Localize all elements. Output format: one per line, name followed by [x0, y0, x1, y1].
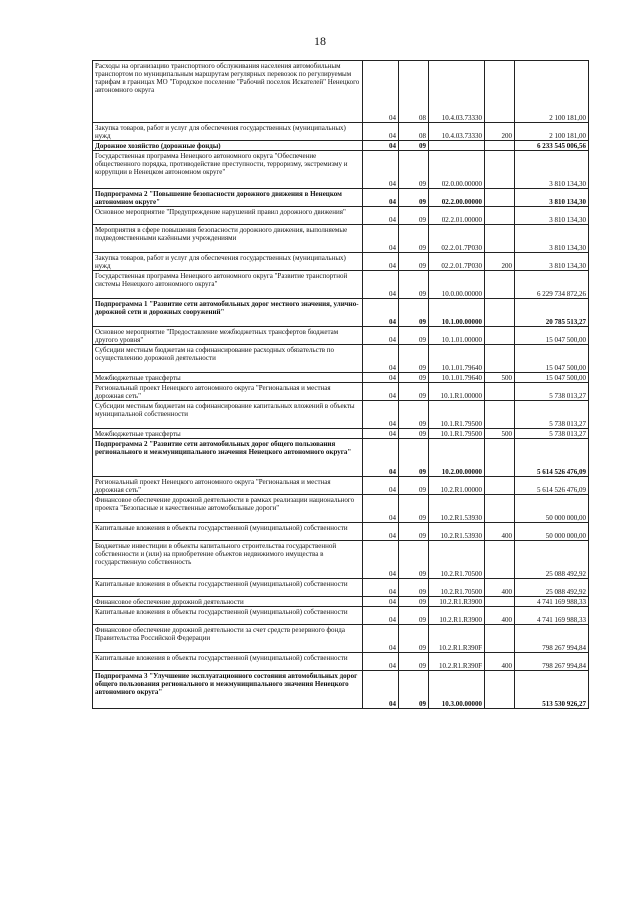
amount-cell: 50 000 000,00 [515, 495, 589, 523]
expense-type-cell [485, 597, 515, 607]
amount-cell: 3 810 134,30 [515, 189, 589, 207]
section-code-cell: 04 [363, 401, 399, 429]
target-article-cell: 10.2.R1.53930 [429, 495, 485, 523]
subsection-code-cell: 09 [399, 207, 429, 225]
target-article-cell: 10.4.03.73330 [429, 123, 485, 141]
item-name-cell: Мероприятия в сфере повышения безопасности дорожного движения, выполняемые подведомственными казёнными учреждениями [93, 225, 363, 253]
section-code-cell: 04 [363, 439, 399, 477]
page-number: 18 [314, 34, 326, 48]
amount-cell: 5 738 013,27 [515, 383, 589, 401]
section-code-cell: 04 [363, 141, 399, 151]
item-name-cell: Финансовое обеспечение дорожной деятельности [93, 597, 363, 607]
target-article-cell: 10.2.R1.R390F [429, 625, 485, 653]
amount-cell: 4 741 169 988,33 [515, 597, 589, 607]
target-article-cell: 10.2.R1.00000 [429, 477, 485, 495]
table-row [93, 151, 589, 189]
item-name-cell: Финансовое обеспечение дорожной деятельности за счет средств резервного фонда Правительства Российской Федерации [93, 625, 363, 653]
item-name-cell: Расходы на организацию транспортного обслуживания населения автомобильным транспортом по муниципальным маршрутам регулярных перевозок по регулируемым тарифам в границах МО "Городское поселение "Рабочий поселок Искателей" Ненецкого автономного округа [93, 61, 363, 123]
section-code-cell: 04 [363, 189, 399, 207]
target-article-cell: 10.1.01.79640 [429, 345, 485, 373]
item-name-cell: Бюджетные инвестиции в объекты капитального строительства государственной собственности и (или) на приобретение объектов недвижимого имущества в государственную собственность [93, 541, 363, 579]
item-name-cell: Капитальные вложения в объекты государственной (муниципальной) собственности [93, 523, 363, 541]
table-row [93, 141, 589, 151]
target-article-cell: 10.3.00.00000 [429, 671, 485, 709]
section-code-cell: 04 [363, 625, 399, 653]
section-code-cell: 04 [363, 327, 399, 345]
expense-type-cell: 200 [485, 123, 515, 141]
expense-type-cell [485, 207, 515, 225]
subsection-code-cell: 09 [399, 383, 429, 401]
amount-cell: 513 530 926,27 [515, 671, 589, 709]
subsection-code-cell: 09 [399, 373, 429, 383]
item-name-cell: Региональный проект Ненецкого автономного округа "Региональная и местная дорожная сеть" [93, 477, 363, 495]
subsection-code-cell: 09 [399, 523, 429, 541]
subsection-code-cell: 09 [399, 625, 429, 653]
expense-type-cell [485, 383, 515, 401]
expense-type-cell: 500 [485, 429, 515, 439]
section-code-cell: 04 [363, 123, 399, 141]
item-name-cell: Капитальные вложения в объекты государственной (муниципальной) собственности [93, 579, 363, 597]
item-name-cell: Субсидии местным бюджетам на софинансирование капитальных вложений в объекты муниципальной собственности [93, 401, 363, 429]
subsection-code-cell: 09 [399, 607, 429, 625]
section-code-cell: 04 [363, 271, 399, 299]
expense-type-cell [485, 299, 515, 327]
expense-type-cell [485, 189, 515, 207]
item-name-cell: Государственная программа Ненецкого автономного округа "Обеспечение общественного порядка, противодействие преступности, терроризму, экстремизму и коррупции в Ненецком автономном округе" [93, 151, 363, 189]
item-name-cell: Подпрограмма 2 "Повышение безопасности дорожного движения в Ненецком автономном округе" [93, 189, 363, 207]
expense-type-cell [485, 495, 515, 523]
subsection-code-cell: 09 [399, 345, 429, 373]
subsection-code-cell: 09 [399, 141, 429, 151]
target-article-cell: 10.2.00.00000 [429, 439, 485, 477]
section-code-cell: 04 [363, 373, 399, 383]
subsection-code-cell: 09 [399, 495, 429, 523]
budget-table [92, 60, 589, 709]
amount-cell: 5 614 526 476,09 [515, 477, 589, 495]
expense-type-cell: 400 [485, 653, 515, 671]
target-article-cell: 02.2.01.7Р030 [429, 253, 485, 271]
subsection-code-cell: 09 [399, 477, 429, 495]
amount-cell: 798 267 994,84 [515, 625, 589, 653]
amount-cell: 2 100 181,00 [515, 123, 589, 141]
item-name-cell: Основное мероприятие "Предоставление межбюджетных трансфертов бюджетам другого уровня" [93, 327, 363, 345]
subsection-code-cell: 09 [399, 439, 429, 477]
amount-cell: 6 233 545 006,56 [515, 141, 589, 151]
amount-cell: 4 741 169 988,33 [515, 607, 589, 625]
section-code-cell: 04 [363, 207, 399, 225]
section-code-cell: 04 [363, 653, 399, 671]
expense-type-cell: 500 [485, 373, 515, 383]
item-name-cell: Подпрограмма 1 "Развитие сети автомобильных дорог местного значения, улично-дорожной сети и дорожных сооружений" [93, 299, 363, 327]
budget-table-body [93, 61, 589, 709]
item-name-cell: Межбюджетные трансферты [93, 429, 363, 439]
item-name-cell: Межбюджетные трансферты [93, 373, 363, 383]
amount-cell: 50 000 000,00 [515, 523, 589, 541]
target-article-cell: 10.2.R1.R3900 [429, 597, 485, 607]
subsection-code-cell: 09 [399, 271, 429, 299]
table-row [93, 123, 589, 141]
table-row [93, 225, 589, 253]
table-row [93, 373, 589, 383]
target-article-cell: 10.1.00.00000 [429, 299, 485, 327]
subsection-code-cell: 09 [399, 401, 429, 429]
item-name-cell: Закупка товаров, работ и услуг для обеспечения государственных (муниципальных) нужд [93, 253, 363, 271]
target-article-cell: 02.2.01.7Р030 [429, 225, 485, 253]
section-code-cell: 04 [363, 299, 399, 327]
table-row [93, 383, 589, 401]
amount-cell: 5 738 013,27 [515, 401, 589, 429]
subsection-code-cell: 09 [399, 597, 429, 607]
table-row [93, 345, 589, 373]
item-name-cell: Закупка товаров, работ и услуг для обеспечения государственных (муниципальных) нужд [93, 123, 363, 141]
table-row [93, 61, 589, 123]
subsection-code-cell: 09 [399, 225, 429, 253]
target-article-cell: 10.2.R1.R390F [429, 653, 485, 671]
amount-cell: 3 810 134,30 [515, 225, 589, 253]
section-code-cell: 04 [363, 495, 399, 523]
section-code-cell: 04 [363, 383, 399, 401]
subsection-code-cell: 09 [399, 327, 429, 345]
section-code-cell: 04 [363, 597, 399, 607]
subsection-code-cell: 09 [399, 253, 429, 271]
amount-cell: 2 100 181,00 [515, 61, 589, 123]
amount-cell: 3 810 134,30 [515, 151, 589, 189]
table-row [93, 597, 589, 607]
target-article-cell: 02.2.01.00000 [429, 207, 485, 225]
amount-cell: 15 047 500,00 [515, 345, 589, 373]
section-code-cell: 04 [363, 151, 399, 189]
section-code-cell: 04 [363, 541, 399, 579]
target-article-cell: 10.1.R1.00000 [429, 383, 485, 401]
item-name-cell: Подпрограмма 3 "Улучшение эксплуатационного состояния автомобильных дорог общего пользования регионального и межмуниципального значения Ненецкого автономного округа" [93, 671, 363, 709]
expense-type-cell: 400 [485, 579, 515, 597]
table-row [93, 253, 589, 271]
target-article-cell [429, 141, 485, 151]
amount-cell: 6 229 734 872,26 [515, 271, 589, 299]
item-name-cell: Государственная программа Ненецкого автономного округа "Развитие транспортной системы Ненецкого автономного округа" [93, 271, 363, 299]
subsection-code-cell: 09 [399, 653, 429, 671]
table-row [93, 271, 589, 299]
subsection-code-cell: 09 [399, 541, 429, 579]
section-code-cell: 04 [363, 607, 399, 625]
expense-type-cell [485, 477, 515, 495]
expense-type-cell [485, 151, 515, 189]
target-article-cell: 02.0.00.00000 [429, 151, 485, 189]
target-article-cell: 10.1.01.00000 [429, 327, 485, 345]
expense-type-cell [485, 225, 515, 253]
table-row [93, 671, 589, 709]
target-article-cell: 10.1.R1.79500 [429, 429, 485, 439]
table-row [93, 477, 589, 495]
expense-type-cell [485, 671, 515, 709]
amount-cell: 25 088 492,92 [515, 541, 589, 579]
item-name-cell: Дорожное хозяйство (дорожные фонды) [93, 141, 363, 151]
subsection-code-cell: 09 [399, 579, 429, 597]
amount-cell: 3 810 134,30 [515, 253, 589, 271]
target-article-cell: 02.2.00.00000 [429, 189, 485, 207]
expense-type-cell [485, 345, 515, 373]
amount-cell: 3 810 134,30 [515, 207, 589, 225]
table-row [93, 401, 589, 429]
item-name-cell: Основное мероприятие "Предупреждение нарушений правил дорожного движения" [93, 207, 363, 225]
amount-cell: 15 047 500,00 [515, 373, 589, 383]
table-row [93, 189, 589, 207]
table-row [93, 607, 589, 625]
section-code-cell: 04 [363, 579, 399, 597]
target-article-cell: 10.1.R1.79500 [429, 401, 485, 429]
section-code-cell: 04 [363, 253, 399, 271]
expense-type-cell [485, 401, 515, 429]
amount-cell: 5 738 013,27 [515, 429, 589, 439]
amount-cell: 25 088 492,92 [515, 579, 589, 597]
table-row [93, 625, 589, 653]
table-row [93, 579, 589, 597]
table-row [93, 495, 589, 523]
subsection-code-cell: 09 [399, 671, 429, 709]
amount-cell: 5 614 526 476,09 [515, 439, 589, 477]
target-article-cell: 10.2.R1.70500 [429, 579, 485, 597]
expense-type-cell [485, 141, 515, 151]
expense-type-cell: 400 [485, 523, 515, 541]
section-code-cell: 04 [363, 61, 399, 123]
expense-type-cell: 400 [485, 607, 515, 625]
expense-type-cell [485, 61, 515, 123]
table-row [93, 299, 589, 327]
target-article-cell: 10.0.00.00000 [429, 271, 485, 299]
subsection-code-cell: 08 [399, 123, 429, 141]
expense-type-cell: 200 [485, 253, 515, 271]
table-row [93, 653, 589, 671]
item-name-cell: Финансовое обеспечение дорожной деятельности в рамках реализации национального проекта "Безопасные и качественные автомобильные дороги" [93, 495, 363, 523]
expense-type-cell [485, 271, 515, 299]
amount-cell: 20 785 513,27 [515, 299, 589, 327]
subsection-code-cell: 09 [399, 299, 429, 327]
section-code-cell: 04 [363, 345, 399, 373]
table-row [93, 327, 589, 345]
subsection-code-cell: 09 [399, 151, 429, 189]
expense-type-cell [485, 625, 515, 653]
item-name-cell: Субсидии местным бюджетам на софинансирование расходных обязательств по осуществлению дорожной деятельности [93, 345, 363, 373]
amount-cell: 15 047 500,00 [515, 327, 589, 345]
table-row [93, 523, 589, 541]
section-code-cell: 04 [363, 671, 399, 709]
target-article-cell: 10.2.R1.53930 [429, 523, 485, 541]
target-article-cell: 10.2.R1.70500 [429, 541, 485, 579]
item-name-cell: Капитальные вложения в объекты государственной (муниципальной) собственности [93, 607, 363, 625]
section-code-cell: 04 [363, 429, 399, 439]
expense-type-cell [485, 327, 515, 345]
table-row [93, 207, 589, 225]
target-article-cell: 10.4.03.73330 [429, 61, 485, 123]
target-article-cell: 10.1.01.79640 [429, 373, 485, 383]
amount-cell: 798 267 994,84 [515, 653, 589, 671]
table-row [93, 429, 589, 439]
subsection-code-cell: 08 [399, 61, 429, 123]
subsection-code-cell: 09 [399, 429, 429, 439]
expense-type-cell [485, 439, 515, 477]
subsection-code-cell: 09 [399, 189, 429, 207]
section-code-cell: 04 [363, 477, 399, 495]
item-name-cell: Региональный проект Ненецкого автономного округа "Региональная и местная дорожная сеть" [93, 383, 363, 401]
item-name-cell: Подпрограмма 2 "Развитие сети автомобильных дорог общего пользования регионального и межмуниципального значения Ненецкого автономного округа" [93, 439, 363, 477]
table-row [93, 439, 589, 477]
target-article-cell: 10.2.R1.R3900 [429, 607, 485, 625]
section-code-cell: 04 [363, 225, 399, 253]
item-name-cell: Капитальные вложения в объекты государственной (муниципальной) собственности [93, 653, 363, 671]
table-row [93, 541, 589, 579]
expense-type-cell [485, 541, 515, 579]
section-code-cell: 04 [363, 523, 399, 541]
